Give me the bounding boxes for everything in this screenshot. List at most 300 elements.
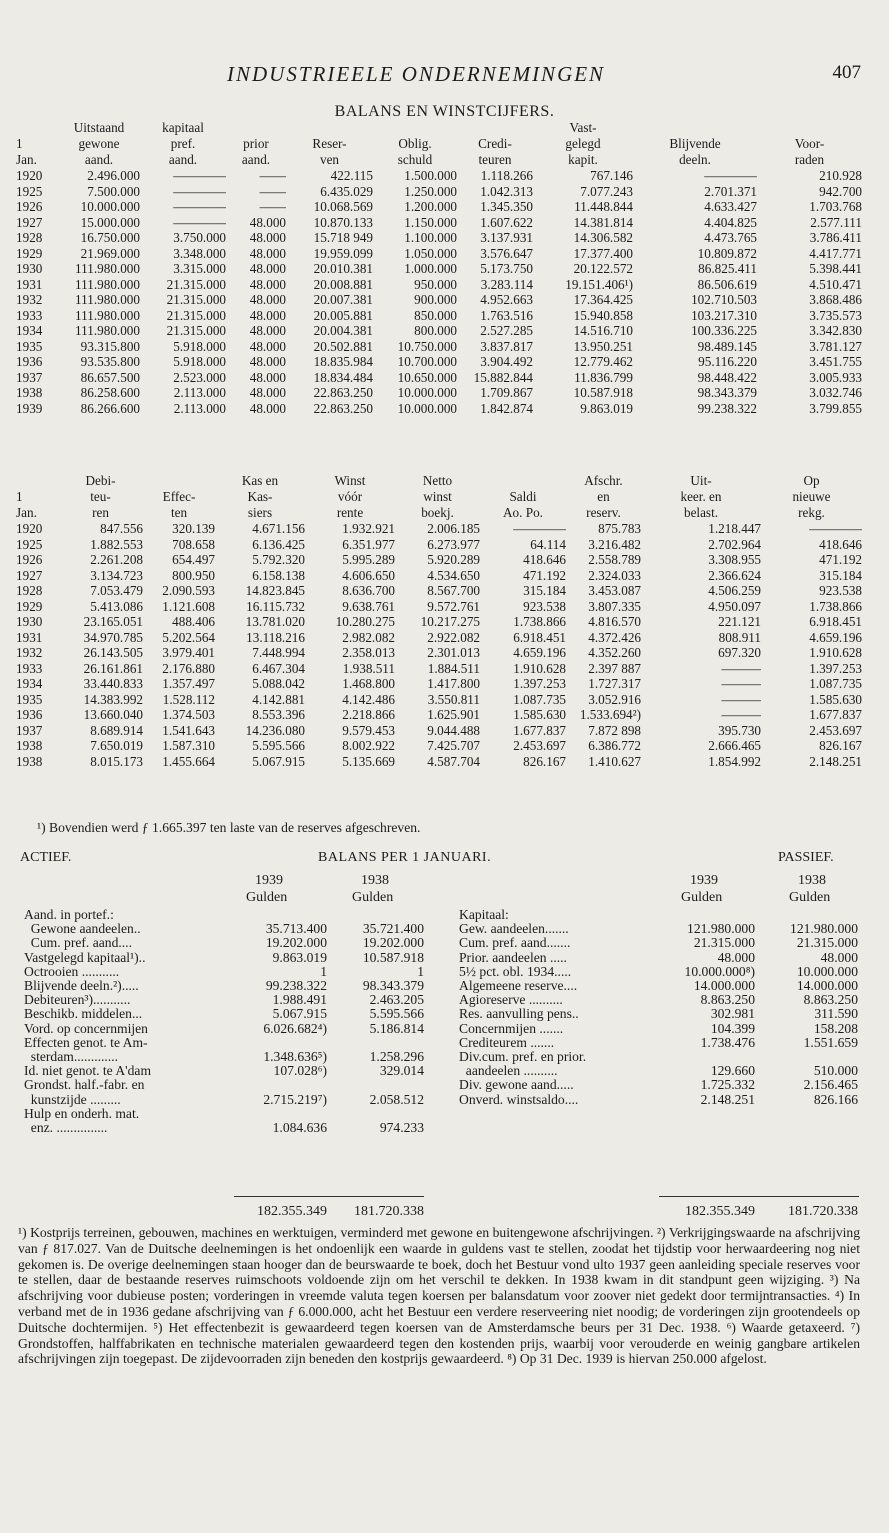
winst-value-cell: 4.659.196: [513, 645, 566, 660]
winst-value-cell: 5.920.289: [427, 552, 480, 567]
balans-value-cell: 3.750.000: [173, 230, 226, 245]
actief-row: [24, 1022, 424, 1036]
balans-value-cell: 17.364.425: [573, 292, 633, 307]
winst-value-cell: 2.148.251: [809, 753, 862, 769]
balans-value-cell: 3.032.746: [809, 385, 862, 400]
balans-header-cell: [373, 120, 457, 136]
balans-value-cell: 2.113.000: [173, 385, 226, 400]
actief-label: Id. niet genot. te A'dam: [24, 1064, 152, 1079]
balans-table-row: [16, 292, 862, 308]
winst-year-cell: 1935: [16, 691, 43, 707]
passief-amount: 10.000.000⁸): [684, 964, 755, 979]
winst-header-cell: Saldi: [509, 489, 537, 504]
balans-value-cell: 48.000: [249, 214, 286, 230]
winst-value-cell: 488.406: [172, 614, 215, 629]
winst-value-cell: 7.053.479: [90, 583, 143, 598]
winst-value-cell: 471.192: [819, 552, 862, 567]
winst-value-cell: 33.440.833: [83, 676, 143, 691]
balans-value-cell: 10.587.918: [573, 385, 633, 400]
passief-amount: 48.000: [820, 950, 858, 965]
balans-value-cell: 3.342.830: [809, 323, 862, 338]
balans-value-cell: 3.781.127: [809, 338, 862, 354]
actief-label: Gewone aandeelen..: [24, 922, 141, 937]
balans-table-row: [16, 401, 862, 417]
winst-value-cell: 1.910.628: [513, 660, 566, 676]
actief-amount: 2.715.219⁷): [263, 1092, 327, 1107]
balans-value-cell: 1.703.768: [809, 199, 862, 214]
winst-header-row: [16, 473, 862, 489]
balans-value-cell: 21.315.000: [166, 292, 226, 307]
winst-header-cell: keer. en: [680, 489, 722, 504]
winst-value-cell: 418.646: [819, 536, 862, 552]
winst-header-cell: [16, 473, 58, 489]
passief-amount: [652, 1050, 755, 1064]
actief-row: [24, 1064, 424, 1078]
balans-table-row: [16, 277, 862, 293]
winst-value-cell: 4.587.704: [427, 753, 480, 769]
winst-value-cell: 1.677.837: [513, 722, 566, 738]
winst-value-cell: 697.320: [718, 645, 761, 660]
balans-value-cell: 98.448.422: [697, 369, 757, 385]
winst-header-cell: boekj.: [421, 505, 454, 520]
winst-value-cell: 315.184: [523, 583, 566, 598]
winst-value-cell: 395.730: [718, 722, 761, 738]
winst-value-cell: 16.115.732: [246, 598, 305, 614]
actief-row: [24, 922, 424, 936]
winst-value-cell: 1.218.447: [708, 521, 761, 536]
balans-year-cell: 1933: [16, 307, 43, 323]
winst-value-cell: 4.606.650: [342, 567, 395, 583]
balans-value-cell: 48.000: [249, 276, 286, 292]
balans-value-cell: 3.451.755: [809, 354, 862, 369]
passief-row: [459, 1093, 858, 1107]
balans-value-cell: 5.918.000: [173, 338, 226, 354]
winst-header-cell: belast.: [683, 505, 719, 520]
balans-value-cell: 20.004.381: [313, 323, 373, 338]
winst-value-cell: 6.467.304: [252, 660, 305, 676]
balans-value-cell: 15.000.000: [80, 214, 140, 230]
balans-header-cell: pref.: [170, 136, 196, 151]
actief-label: kunstzijde .........: [24, 1092, 121, 1107]
balans-value-cell: 86.657.500: [80, 369, 140, 385]
balans-value-cell: 950.000: [414, 276, 457, 292]
balans-year-cell: 1937: [16, 369, 43, 385]
balans-value-cell: 900.000: [414, 292, 457, 307]
winst-header-cell: [143, 473, 215, 489]
passief-amount: 8.863.250: [803, 993, 858, 1008]
winst-value-cell: 14.823.845: [245, 583, 305, 598]
winst-header-cell: Netto: [422, 473, 453, 488]
balans-value-cell: 3.137.931: [480, 230, 533, 245]
winst-value-cell: 4.372.426: [588, 629, 641, 645]
passief-year-1939: 1939: [690, 873, 718, 888]
actief-row: [24, 1050, 424, 1064]
passief-amount: 2.148.251: [700, 1092, 755, 1107]
balans-value-cell: 22.863.250: [313, 385, 373, 400]
passief-amount: 1.551.659: [803, 1035, 858, 1050]
balans-header-cell: kapitaal: [162, 120, 204, 135]
balans-value-cell: 21.315.000: [166, 276, 226, 292]
winst-year-cell: 1929: [16, 598, 43, 614]
actief-label: Vastgelegd kapitaal¹)..: [24, 950, 146, 965]
winst-value-cell: 8.553.396: [252, 707, 305, 722]
winst-value-cell: 2.261.208: [90, 552, 143, 567]
balans-header-cell: kapit.: [568, 152, 598, 167]
winst-header-cell: Uit-: [690, 473, 712, 488]
balans-value-cell: 21.315.000: [166, 323, 226, 338]
winst-value-cell: 2.982.082: [342, 629, 395, 645]
footnotes: [18, 1225, 860, 1367]
winst-header-cell: Jan.: [16, 505, 37, 520]
winst-header-row: [16, 505, 862, 521]
winst-year-cell: 1928: [16, 583, 43, 598]
balans-value-cell: 48.000: [249, 338, 286, 354]
winst-table-row: [16, 645, 862, 661]
winst-value-cell: 1.087.735: [513, 691, 566, 707]
balans-value-cell: 1.345.350: [480, 199, 533, 214]
actief-amount: [327, 1036, 424, 1050]
balans-value-cell: 1.500.000: [404, 168, 457, 183]
balans-value-cell: 9.863.019: [580, 400, 633, 416]
winst-year-cell: 1930: [16, 614, 43, 629]
winst-value-cell: 4.671.156: [252, 521, 305, 536]
balans-value-cell: ————: [173, 214, 226, 230]
actief-amount: 1.988.491: [272, 993, 327, 1008]
winst-value-cell: 5.792.320: [252, 552, 305, 567]
balans-value-cell: 48.000: [249, 385, 286, 400]
winst-header-cell: 1: [16, 489, 23, 504]
winst-value-cell: 2.324.033: [588, 567, 641, 583]
balans-value-cell: 1.250.000: [404, 183, 457, 199]
passief-amount: 14.000.000: [796, 979, 858, 994]
winst-table-row: [16, 661, 862, 677]
balans-winst-title: BALANS EN WINSTCIJFERS.: [334, 103, 555, 120]
balans-value-cell: 48.000: [249, 307, 286, 323]
winst-header-cell: teu-: [90, 489, 111, 504]
winst-value-cell: 1.738.866: [809, 598, 862, 614]
winst-value-cell: 2.006.185: [427, 521, 480, 536]
winst-value-cell: 14.383.992: [83, 691, 143, 707]
balans-value-cell: 93.315.800: [80, 338, 140, 354]
balans-value-cell: 5.173.750: [480, 261, 533, 276]
balans-value-cell: 4.952.663: [480, 292, 533, 307]
balans-value-cell: 86.506.619: [697, 276, 757, 292]
balans-value-cell: 14.516.710: [573, 323, 633, 338]
balans-value-cell: 2.527.285: [480, 323, 533, 338]
winst-value-cell: 1.884.511: [427, 660, 480, 676]
winst-year-cell: 1925: [16, 536, 43, 552]
passief-label: Kapitaal:: [459, 908, 509, 922]
balans-value-cell: 20.008.881: [313, 276, 373, 292]
passief-amount: [652, 908, 755, 922]
passief-label: Res. aanvulling pens..: [459, 1007, 579, 1022]
balans-value-cell: 21.315.000: [166, 307, 226, 323]
actief-amount: 974.233: [379, 1121, 424, 1136]
passief-amount: 48.000: [717, 950, 755, 965]
winst-header-cell: Kas-: [247, 489, 273, 504]
winst-value-cell: 1.397.253: [513, 676, 566, 691]
winst-value-cell: 808.911: [718, 629, 761, 645]
balans-value-cell: 15.940.858: [573, 307, 633, 323]
winst-value-cell: 3.052.916: [588, 691, 641, 707]
winst-value-cell: 3.550.811: [427, 691, 480, 707]
balans-value-cell: 1.050.000: [404, 245, 457, 261]
winst-table-row: [16, 568, 862, 584]
passief-total-1939: 182.355.349: [685, 1204, 755, 1219]
winst-value-cell: 8.636.700: [342, 583, 395, 598]
passief-row: [459, 1078, 858, 1092]
balans-table-row: [16, 339, 862, 355]
balans-value-cell: 3.576.647: [480, 245, 533, 261]
balans-value-cell: 111.980.000: [75, 307, 140, 323]
balans-value-cell: 2.701.371: [704, 183, 757, 199]
passief-row: [459, 979, 858, 993]
winst-value-cell: 5.135.669: [342, 753, 395, 769]
winst-value-cell: 2.397 887: [588, 660, 641, 676]
balans-header-cell: Credi-: [478, 136, 512, 151]
passief-label: PASSIEF.: [778, 850, 834, 865]
actief-label: enz. ...............: [24, 1121, 108, 1136]
balans-header-row: [16, 120, 862, 136]
passief-amount: 121.980.000: [790, 922, 858, 937]
balans-value-cell: 48.000: [249, 369, 286, 385]
balans-table-row: [16, 261, 862, 277]
balans-table-row: [16, 184, 862, 200]
winst-value-cell: 2.090.593: [162, 583, 215, 598]
winst-value-cell: 1.625.901: [427, 707, 480, 722]
winst-value-cell: 2.922.082: [427, 629, 480, 645]
winst-value-cell: ————: [513, 521, 566, 536]
balans-header-cell: Uitstaand: [73, 120, 125, 135]
winst-table-row: [16, 521, 862, 537]
balans-header-cell: prior: [243, 136, 269, 151]
passief-amount: 129.660: [710, 1064, 755, 1079]
passief-row: [459, 922, 858, 936]
balans-value-cell: 19.959.099: [313, 245, 373, 261]
balans-year-cell: 1920: [16, 168, 43, 183]
actief-amount: 19.202.000: [265, 936, 327, 951]
winst-value-cell: 9.572.761: [427, 598, 480, 614]
winst-value-cell: 3.216.482: [588, 536, 641, 552]
passief-amount: 104.399: [710, 1021, 755, 1036]
passief-label: Div.cum. pref. en prior.: [459, 1050, 587, 1065]
balans-header-row: [16, 152, 862, 168]
passief-amount: [755, 908, 858, 922]
winst-year-cell: 1938: [16, 753, 43, 769]
balans-value-cell: 111.980.000: [75, 261, 140, 276]
actief-amount: 98.343.379: [362, 979, 424, 994]
winst-year-cell: 1926: [16, 552, 43, 567]
actief-label: Effecten genot. te Am-: [24, 1035, 148, 1050]
balans-value-cell: 22.863.250: [313, 400, 373, 416]
winst-value-cell: 1.938.511: [342, 660, 395, 676]
balans-header-cell: Reser-: [312, 136, 347, 151]
balans-value-cell: 7.500.000: [87, 183, 140, 199]
balans-header-cell: aand.: [84, 152, 114, 167]
passief-row: [459, 936, 858, 950]
balans-value-cell: 3.348.000: [173, 245, 226, 261]
passief-row: [459, 1064, 858, 1078]
winst-header-cell: ren: [92, 505, 109, 520]
winst-value-cell: 1.738.866: [513, 614, 566, 629]
winst-value-cell: 6.386.772: [588, 738, 641, 753]
balans-value-cell: 1.100.000: [404, 230, 457, 245]
balans-value-cell: 3.283.114: [480, 276, 533, 292]
winst-value-cell: 3.134.723: [90, 567, 143, 583]
balans-table-row: [16, 230, 862, 246]
balans-year-cell: 1927: [16, 214, 43, 230]
balans-value-cell: 1.150.000: [404, 214, 457, 230]
actief-amount: [234, 908, 327, 922]
balans-value-cell: 111.980.000: [75, 323, 140, 338]
balans-year-cell: 1930: [16, 261, 43, 276]
winst-header-cell: Op: [803, 473, 820, 488]
passief-table: [459, 908, 858, 1107]
winst-value-cell: 1.677.837: [809, 707, 862, 722]
balans-header-cell: [16, 120, 58, 136]
balans-value-cell: 3.005.933: [809, 369, 862, 385]
winst-value-cell: 34.970.785: [83, 629, 143, 645]
winst-year-cell: 1933: [16, 660, 43, 676]
winst-value-cell: 320.139: [172, 521, 215, 536]
balans-value-cell: 1.042.313: [480, 183, 533, 199]
passief-label: 5½ pct. obl. 1934.....: [459, 964, 572, 979]
passief-amount: 8.863.250: [700, 993, 755, 1008]
balans-value-cell: 111.980.000: [75, 276, 140, 292]
winst-value-cell: 1.410.627: [588, 753, 641, 769]
balans-value-cell: 11.448.844: [574, 199, 633, 214]
winst-value-cell: ————: [809, 521, 862, 536]
balans-value-cell: 800.000: [414, 323, 457, 338]
passief-amount: 158.208: [813, 1021, 858, 1036]
balans-value-cell: 19.151.406¹): [565, 276, 633, 292]
passief-row: [459, 1050, 858, 1064]
actief-label: Blijvende deeln.²).....: [24, 979, 139, 994]
winst-value-cell: 13.118.216: [246, 629, 305, 645]
actief-row: [24, 965, 424, 979]
balance-sheet-title: BALANS PER 1 JANUARI.: [318, 850, 492, 865]
passief-amount: 311.590: [814, 1007, 858, 1022]
balans-value-cell: 3.904.492: [480, 354, 533, 369]
balans-value-cell: 10.700.000: [397, 354, 457, 369]
balans-value-cell: 1.000.000: [404, 261, 457, 276]
balans-header-cell: ven: [319, 152, 340, 167]
winst-value-cell: 7.872 898: [588, 722, 641, 738]
balans-value-cell: 10.000.000: [80, 199, 140, 214]
winst-value-cell: 3.453.087: [588, 583, 641, 598]
winst-year-cell: 1934: [16, 676, 43, 691]
balans-header-cell: [457, 120, 533, 136]
balans-value-cell: 10.000.000: [397, 400, 457, 416]
winst-value-cell: 1.533.694²): [579, 707, 641, 722]
passief-row: [459, 965, 858, 979]
actief-row: [24, 1121, 424, 1135]
balans-value-cell: 17.377.400: [573, 245, 633, 261]
balans-table-row: [16, 215, 862, 231]
winst-value-cell: 315.184: [819, 567, 862, 583]
actief-amount: 1: [320, 964, 327, 979]
balans-value-cell: 16.750.000: [80, 230, 140, 245]
winst-value-cell: 6.136.425: [252, 536, 305, 552]
winst-value-cell: 1.882.553: [90, 536, 143, 552]
winst-header-cell: Ao. Po.: [503, 505, 543, 520]
passief-label: Prior. aandeelen .....: [459, 950, 567, 965]
actief-label: sterdam.............: [24, 1050, 119, 1065]
winst-value-cell: 2.666.465: [708, 738, 761, 753]
balans-value-cell: 48.000: [249, 245, 286, 261]
balans-value-cell: 2.496.000: [87, 168, 140, 183]
balans-value-cell: 4.404.825: [704, 214, 757, 230]
actief-amount: [234, 1036, 327, 1050]
passief-total-1938: 181.720.338: [788, 1204, 858, 1219]
winst-table-row: [16, 738, 862, 754]
actief-amount: [327, 1107, 424, 1121]
balans-value-cell: 210.928: [819, 168, 862, 183]
balans-value-cell: 14.381.814: [573, 214, 633, 230]
balans-value-cell: ————: [173, 183, 226, 199]
balans-value-cell: ————: [173, 168, 226, 183]
balans-value-cell: 3.799.855: [809, 400, 862, 416]
balans-year-cell: 1932: [16, 292, 43, 307]
winst-table-row: [16, 599, 862, 615]
winst-header-cell: rente: [336, 505, 364, 520]
actief-amount: 2.463.205: [369, 993, 424, 1008]
winst-year-cell: 1927: [16, 567, 43, 583]
actief-row: [24, 993, 424, 1007]
winst-value-cell: 1.417.800: [427, 676, 480, 691]
winst-header-cell: en: [597, 489, 610, 504]
winst-table-row: [16, 692, 862, 708]
winst-header-cell: siers: [247, 505, 273, 520]
profit-figures-table: [16, 473, 862, 769]
winst-value-cell: 2.218.866: [342, 707, 395, 722]
winst-header-cell: Afschr.: [584, 473, 623, 488]
balans-header-cell: [226, 120, 286, 136]
balans-header-cell: [757, 120, 862, 136]
balans-value-cell: 15.882.844: [473, 369, 533, 385]
winst-value-cell: 471.192: [523, 567, 566, 583]
passief-label: Div. gewone aand.....: [459, 1078, 574, 1093]
running-title: INDUSTRIEELE ONDERNEMINGEN: [227, 62, 606, 86]
balans-value-cell: 1.200.000: [404, 199, 457, 214]
balans-value-cell: 3.837.817: [480, 338, 533, 354]
winst-table-row: [16, 583, 862, 599]
winst-value-cell: 10.217.275: [420, 614, 480, 629]
balans-value-cell: 11.836.799: [574, 369, 633, 385]
balans-year-cell: 1931: [16, 276, 43, 292]
passief-amount: 21.315.000: [796, 936, 858, 951]
actief-amount: 1.258.296: [369, 1050, 424, 1065]
actief-label: Grondst. half.-fabr. en: [24, 1078, 145, 1093]
balans-year-cell: 1939: [16, 400, 43, 416]
winst-value-cell: 4.816.570: [588, 614, 641, 629]
winst-value-cell: 2.453.697: [513, 738, 566, 753]
actief-unit-1939: Gulden: [246, 890, 288, 905]
balans-value-cell: 48.000: [249, 323, 286, 338]
balans-value-cell: 20.007.381: [313, 292, 373, 307]
winst-value-cell: ———: [721, 660, 761, 676]
winst-value-cell: 847.556: [100, 521, 143, 536]
actief-label: ACTIEF.: [20, 850, 72, 865]
winst-header-cell: Debi-: [85, 473, 116, 488]
winst-header-cell: Winst: [334, 473, 366, 488]
balans-table-row: [16, 354, 862, 370]
balans-value-cell: 1.709.867: [480, 385, 533, 400]
actief-label: Octrooien ...........: [24, 964, 120, 979]
winst-value-cell: 1.528.112: [162, 691, 215, 707]
winst-value-cell: ———: [721, 691, 761, 707]
actief-amount: [327, 908, 424, 922]
